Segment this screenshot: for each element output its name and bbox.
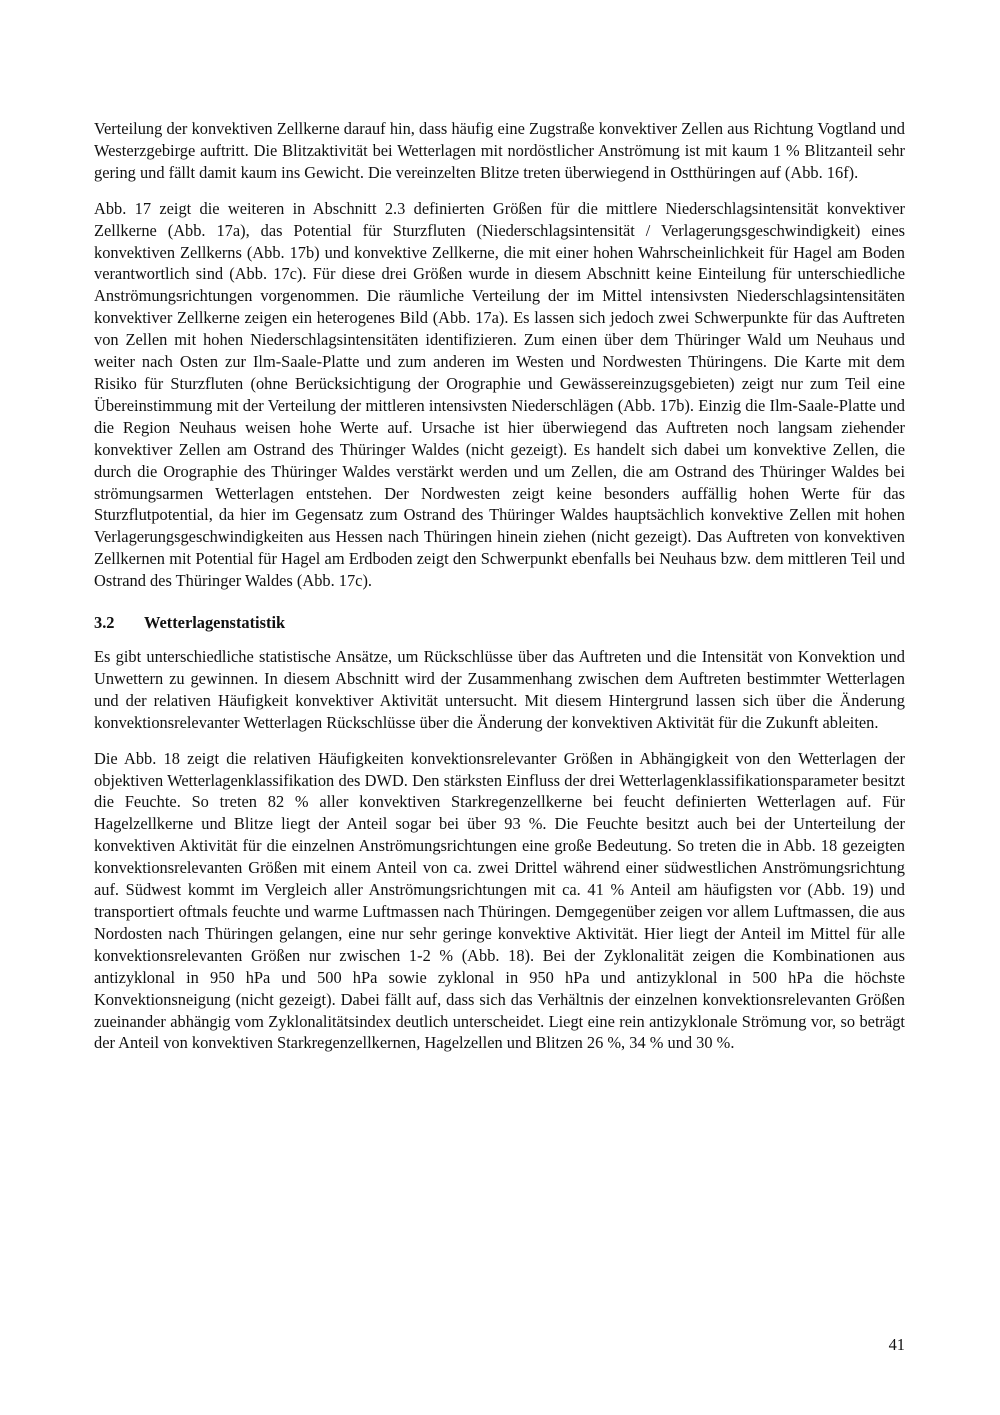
paragraph-intro-statistics: Es gibt unterschiedliche statistische Ansätze, um Rückschlüsse über das Auftreten und die Intensität von Konvektion und Unwettern zu gewinnen. In diesem Abschnitt wird der Zusammenhang zwischen dem Auftreten bestimmter Wetterlagen und der relativen Häufigkeit konvektiver Aktivität untersucht. Mit diesem Hintergrund lassen sich über die Änderung konvektionsrelevanter Wetterlagen Rückschlüsse über die Änderung der konvektiven Aktivität für die Zukunft ableiten. — [94, 647, 905, 732]
paragraph-abb-18: Die Abb. 18 zeigt die relativen Häufigkeiten konvektionsrelevanter Größen in Abhängigkeit von den Wetterlagen der objektiven Wetterlagenklassifikation des DWD. Den stärksten Einfluss der drei Wetterlagenklassifikationsparameter besitzt die Feuchte. So treten 82 % aller konvektiven Starkregenzellkerne bei feucht definierten Wetterlagen auf. Für Hagelzellkerne und Blitze liegt der Anteil sogar bei über 93 %. Die Feuchte besitzt auch bei der Unterteilung der konvektiven Aktivität für die einzelnen Anströmungsrichtungen eine große Bedeutung. So treten die in Abb. 18 gezeigten konvektionsrelevanten Größen mit einem Anteil von ca. zwei Drittel während einer südwestlichen Anströmungsrichtung auf. Südwest kommt im Vergleich aller Anströmungsrichtungen mit ca. 41 % Anteil am häufigsten vor (Abb. 19) und transportiert oftmals feuchte und warme Luftmassen nach Thüringen. Demgegenüber zeigen vor allem Luftmassen, die aus Nordosten nach Thüringen gelangen, eine nur sehr geringe konvektive Aktivität. Hier liegt der Anteil im Mittel für alle konvektionsrelevanten Größen nur zwischen 1-2 % (Abb. 18). Bei der Zyklonalität zeigen die Kombinationen aus antizyklonal in 950 hPa und 500 hPa sowie zyklonal in 950 hPa und antizyklonal in 500 hPa die höchste Konvektionsneigung (nicht gezeigt). Dabei fällt auf, dass sich das Verhältnis der einzelnen konvektionsrelevanten Größen zueinander abhängig vom Zyklonalitätsindex deutlich unterscheidet. Liegt eine rein antizyklonale Strömung vor, so beträgt der Anteil von konvektiven Starkregenzellkernen, Hagelzellen und Blitzen 26 %, 34 % und 30 %. — [94, 748, 905, 1053]
section-title: Wetterlagenstatistik — [144, 613, 286, 633]
section-number: 3.2 — [94, 613, 115, 633]
paragraph-continuation: Verteilung der konvektiven Zellkerne darauf hin, dass häufig eine Zugstraße konvektiver Zellen aus Richtung Vogtland und Westerzgebirge auftritt. Die Blitzaktivität bei Wetterlagen mit nordöstlicher Anströmung ist mit kaum 1 % Blitzanteil sehr gering und fällt damit kaum ins Gewicht. Die vereinzelten Blitze treten überwiegend in Ostthüringen auf (Abb. 16f). — [94, 119, 905, 182]
section-heading — [94, 612, 905, 634]
page-body — [94, 118, 905, 1054]
page-number: 41 — [888, 1335, 905, 1354]
paragraph-abb-17: Abb. 17 zeigt die weiteren in Abschnitt 2.3 definierten Größen für die mittlere Niederschlagsintensität konvektiver Zellkerne (Abb. 17a), das Potential für Sturzfluten (Niederschlagsintensität / Verlagerungsgeschwindigkeit) eines konvektiven Zellkerns (Abb. 17b) und konvektive Zellkerne, die mit einer hohen Wahrscheinlichkeit für Hagel am Boden verantwortlich sind (Abb. 17c). Für diese drei Größen wurde in diesem Abschnitt keine Einteilung für unterschiedliche Anströmungsrichtungen vorgenommen. Die räumliche Verteilung der im Mittel intensivsten Niederschlagsintensitäten konvektiver Zellkerne zeigen ein heterogenes Bild (Abb. 17a). Es lassen sich jedoch zwei Schwerpunkte für das Auftreten von Zellen mit hohen Niederschlagsintensitäten identifizieren. Zum einen über dem Thüringer Wald um Neuhaus und weiter nach Osten zur Ilm-Saale-Platte und zum anderen im Westen und Nordwesten Thüringens. Die Karte mit dem Risiko für Sturzfluten (ohne Berücksichtigung der Orographie und Gewässereinzugsgebieten) zeigt nur zum Teil eine Übereinstimmung mit der Verteilung der mittleren intensivsten Niederschlägen (Abb. 17b). Einzig die Ilm-Saale-Platte und die Region Neuhaus weisen hohe Werte auf. Ursache ist hier überwiegend das Auftreten noch langsam ziehender konvektiver Zellen am Ostrand des Thüringer Waldes (nicht gezeigt). Es handelt sich dabei um konvektive Zellen, die durch die Orographie des Thüringer Waldes verstärkt werden und um Zellen, die am Ostrand des Thüringer Waldes bei strömungsarmen Wetterlagen entstehen. Der Nordwesten zeigt keine besonders auffällig hohen Werte für das Sturzflutpotential, da hier im Gegensatz zum Ostrand des Thüringer Waldes hauptsächlich konvektive Zellen mit hohen Verlagerungsgeschwindigkeiten aus Hessen nach Thüringen hinein ziehen (nicht gezeigt). Das Auftreten von konvektiven Zellkernen mit Potential für Hagel am Erdboden zeigt den Schwerpunkt ebenfalls bei Neuhaus bzw. dem mittleren Teil und Ostrand des Thüringer Waldes (Abb. 17c). — [94, 198, 905, 591]
